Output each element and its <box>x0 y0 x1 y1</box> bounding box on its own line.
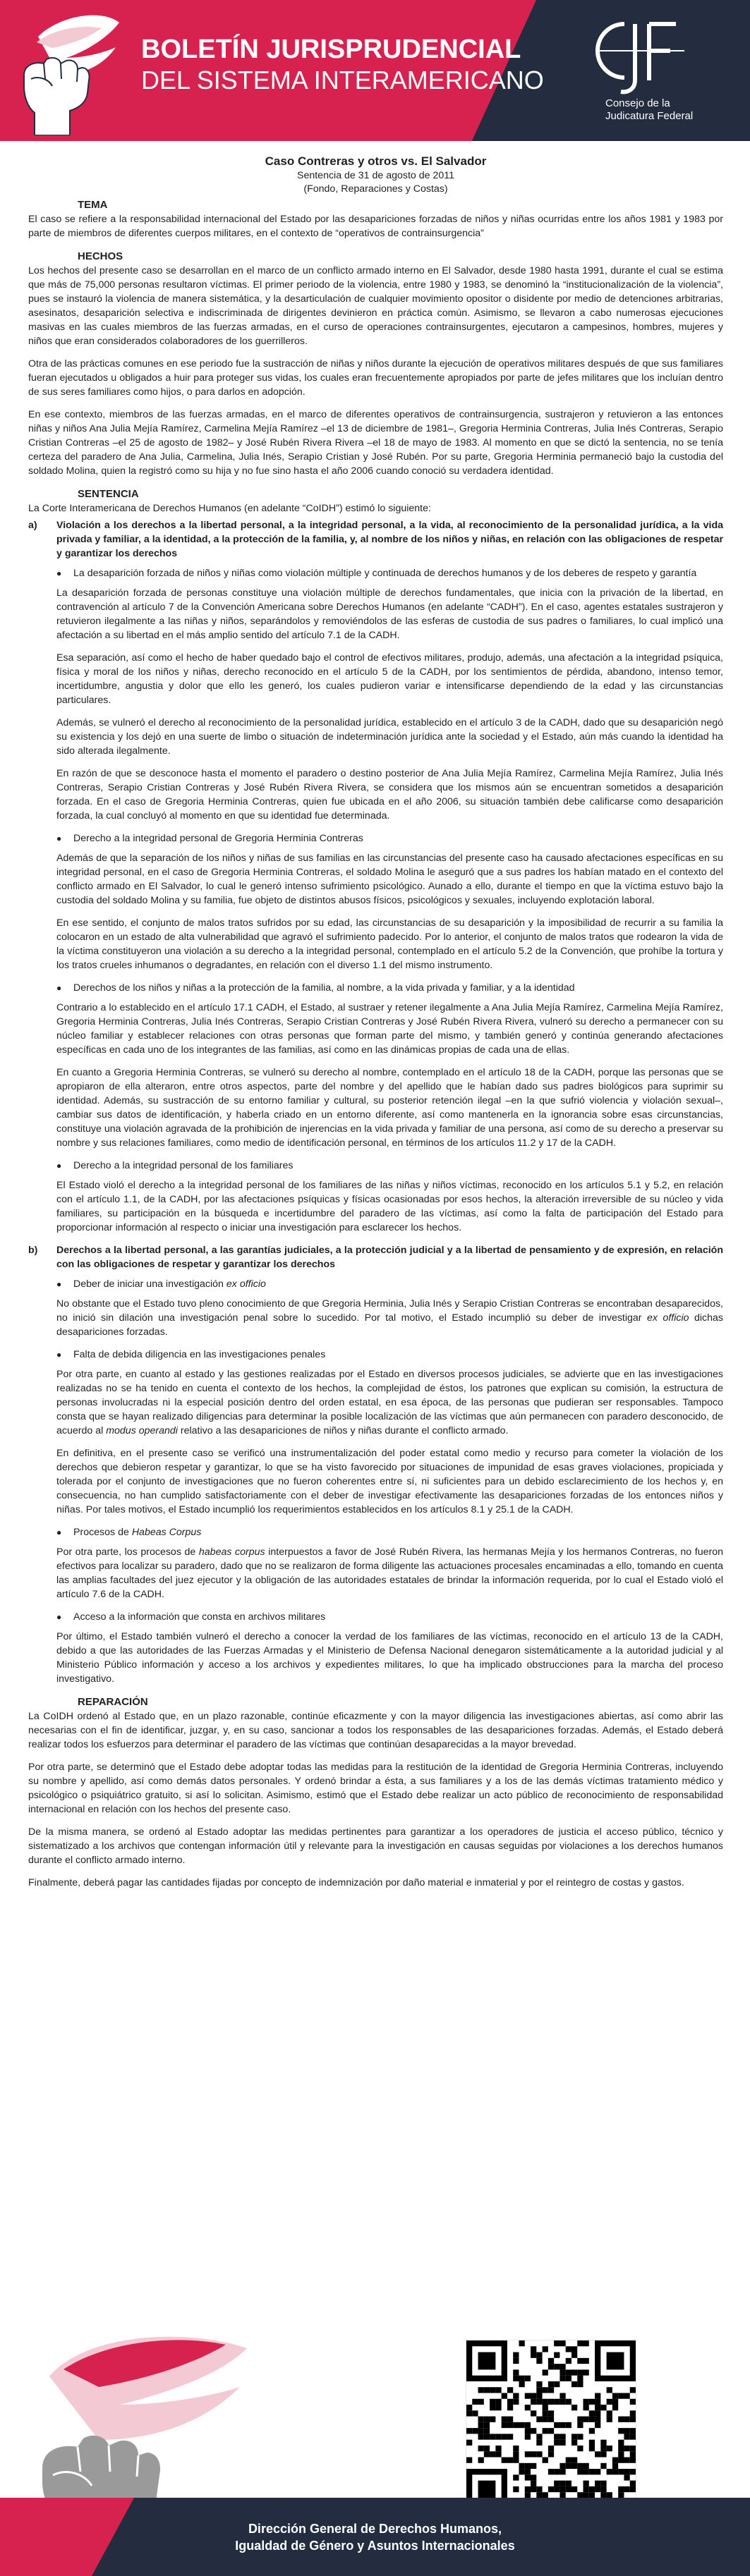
bullet-text: Derechos de los niños y niñas a la protección de la familia, al nombre, a la vida privada y familiar, y a la identidad <box>73 982 575 994</box>
bullet-icon: ● <box>56 1527 62 1537</box>
point-a-body <box>28 566 723 1235</box>
bullet-icon: ● <box>56 568 62 578</box>
paragraph-part: relativo a las desapariciones de niños y niñas durante el conflicto armado. <box>177 1425 509 1436</box>
point-a-paragraph: En razón de que se desconoce hasta el momento el paradero o destino posterior de Ana Julia Mejía Ramírez, Carmelina Mejía Ramírez, Julia Inés Contreras, Serapio Cristian Contreras y José Rubén Rivera Rivera, se considera que los mismos aún se encuentran sometidos a desaparición forzada. En el caso de Gregoria Herminia Contreras, quien fue ubicada en el año 2006, su situación también debe calificarse como desaparición forzada, la cual concluyó al momento en que su identidad fue determinada. <box>56 768 723 822</box>
case-date: Sentencia de 31 de agosto de 2011 <box>297 170 454 181</box>
point-b-paragraph <box>56 1545 723 1601</box>
point-a-heading <box>28 518 723 561</box>
case-title: Caso Contreras y otros vs. El Salvador <box>265 154 487 168</box>
point-b-body <box>28 1277 723 1686</box>
hechos-paragraph: En ese contexto, miembros de las fuerzas armadas, en el marco de diferentes operativos de contrainsurgencia, sustrajeron y retuvieron a las entonces niñas y niños Ana Julia Mejía Ramírez, Carmelina Mejía Ramírez –el 13 de diciembre de 1981–, Gregoria Herminia Contreras, Julia Inés Contreras, Serapio Cristian Contreras –el 25 de agosto de 1982– y José Rubén Rivera Rivera –el 18 de mayo de 1983. Al momento en que se dictó la sentencia, no se tenía certeza del paradero de Ana Julia, Carmelina, Julia Inés, Serapio Cristian y José Rubén. Por su parte, Gregoria Herminia permaneció bajo la custodia del soldado Molina, quien la registró como su hija y no fue sino hasta el año 2006 cuando conoció su verdadera identidad. <box>28 409 723 477</box>
bullet-icon: ● <box>56 1161 62 1171</box>
point-a-label: a) <box>28 520 37 531</box>
institution-caption-line1: Consejo de la <box>605 97 670 109</box>
section-heading-reparacion: REPARACIÓN <box>78 1696 148 1708</box>
list-item <box>56 1525 723 1539</box>
cjf-logo <box>586 10 691 94</box>
footer-line1: Dirección General de Derechos Humanos, <box>248 2522 502 2536</box>
case-type: (Fondo, Reparaciones y Costas) <box>303 183 448 195</box>
bullet-text-part: Procesos de <box>73 1527 132 1538</box>
bullet-text: Acceso a la información que consta en archivos militares <box>73 1611 326 1623</box>
paragraph-italic: habeas corpus <box>198 1546 265 1558</box>
point-b-heading <box>28 1243 723 1271</box>
bullet-icon: ● <box>56 1612 62 1622</box>
point-a-paragraph: Contrario a lo establecido en el artículo 17.1 CADH, el Estado, al sustraer y retener ilegalmente a Ana Julia Mejía Ramírez, Carmelina Mejía Ramírez, Gregoria Herminia Contreras, Julia Inés Contreras, Serapio Cristian Contreras y José Rubén Rivera Rivera, vulneró su derecho a permanecer con su núcleo familiar y establecer relaciones con otras personas que forman parte del mismo, y también generó y continúa generando afectaciones específicas en cada uno de los integrantes de las familias, así como en las dinámicas propias de cada una de ellas. <box>56 1002 723 1056</box>
bullet-text <box>73 1277 266 1291</box>
paragraph-part: Por otra parte, en cuanto al estado y las gestiones realizadas por el Estado en diversos procesos judiciales, se advierte que en las investigaciones realizadas no se ha tenido en cuenta el contexto de los hechos, la complejidad de éstos, los patrones que explican su comisión, la estructura de personas involucradas ni la especial posición dentro del orden estatal, en esa época, de las personas que pudieran ser responsables. Tampoco consta que se hayan realizado diligencias para determinar la posible localización de las víctimas que aún permanecen con paradero desconocido, de acuerdo al <box>56 1369 723 1436</box>
bullet-text: Falta de debida diligencia en las investigaciones penales <box>73 1349 326 1360</box>
bullet-icon: ● <box>56 983 62 993</box>
bullet-text-part: Deber de iniciar una investigación <box>73 1278 226 1290</box>
point-a-paragraph: La desaparición forzada de personas constituye una violación múltiple de derechos fundamentales, que inicia con la privación de la libertad, en contravención al artículo 7 de la Convención Americana sobre Derechos Humanos (en adelante “CADH”). En el caso, agentes estatales sustrajeron y retuvieron ilegalmente a las niñas y niños, separándolos y removiéndolos de las esferas de custodia de sus padres o familiares, lo cual implicó una afectación a su libertad en el más amplio sentido del artículo 7.1 de la CADH. <box>56 587 723 641</box>
hechos-paragraph: Los hechos del presente caso se desarrollan en el marco de un conflicto armado interno en El Salvador, desde 1980 hasta 1991, durante el cual se estima que más de 75,000 personas resultaron víctimas. El primer periodo de la violencia, entre 1980 y 1983, se denominó la “institucionalización de la violencia”, pues se instauró la violencia de manera sistemática, y la desarticulación de cualquier movimiento opositor o disidente por medio de detenciones arbitrarias, asesinatos, desaparición selectiva e indiscriminada de dirigentes devinieron en práctica común. Asimismo, se llevaron a cabo numerosas ejecuciones masivas en las cuales miembros de las fuerzas armadas, en el curso de operaciones contrainsurgentes, ejecutaron a campesinos, hombres, mujeres y niños que eran considerados colaboradores de los guerrilleros. <box>28 265 723 347</box>
list-item <box>56 1348 723 1362</box>
bullet-text-italic: Habeas Corpus <box>131 1527 202 1538</box>
hechos-paragraph: Otra de las prácticas comunes en ese periodo fue la sustracción de niñas y niños durante la ejecución de operativos militares después de que sus familiares fueran ejecutados u obligados a huir para proteger sus vidas, los cuales eran frecuentemente apropiados por parte de jefes militares que los incluían dentro de sus seres familiares como hijos, o para darlos en adopción. <box>28 358 723 398</box>
reparation-paragraph: Finalmente, deberá pagar las cantidades fijadas por concepto de indemnización por daño material e inmaterial y por el reintegro de costas y gastos. <box>28 1877 684 1888</box>
point-b-paragraph: En definitiva, en el presente caso se verificó una instrumentalización del poder estatal como medio y recurso para cometer la violación de los derechos que debieron respetar y garantizar, lo que se ha visto favorecido por situaciones de impunidad de esas graves violaciones, propiciada y tolerada por el conjunto de investigaciones que no fueron coherentes entre sí, ni suficientes para un debido esclarecimiento de los hechos y, en consecuencia, no han cumplido satisfactoriamente con el deber de investigar efectivamente las desapariciones forzadas de los entonces niños y niñas. Por tales motivos, el Estado incumplió los requerimientos establecidos en los artículos 8.1 y 25.1 de la CADH. <box>56 1448 723 1515</box>
paragraph-part: interpuestos a favor de José Rubén Rivera, las hermanas Mejía y los hermanos Contreras, no fueron efectivos para localizar su paradero, dado que no se realizaron de forma diligente las actuaciones procesales encaminadas a ello, tomando en cuenta las amplias facultades del juez ejecutor y la obligación de las autoridades estatales de brindar la información requerida, por lo cual el Estado violó el artículo 7.6 de la CADH. <box>56 1546 723 1600</box>
point-b-paragraph <box>56 1297 723 1339</box>
institution-caption <box>605 97 693 123</box>
sentencia-intro: La Corte Interamericana de Derechos Humanos (en adelante “CoIDH”) estimó lo siguiente: <box>28 503 431 514</box>
bulletin-title-line2: DEL SISTEMA INTERAMERICANO <box>141 66 544 94</box>
bulletin-title-line1: BOLETÍN JURISPRUDENCIAL <box>141 35 521 64</box>
reparation-paragraph: Por otra parte, se determinó que el Estado debe adoptar todas las medidas para la restitución de la identidad de Gregoria Herminia Contreras, incluyendo su nombre y apellido, así como demás datos personales. Y ordenó brindar a ésta, a sus familiares y a los de las demás víctimas tratamiento médico y psicológico o psiquiátrico gratuito, si así lo solicitan. Asimismo, estimó que el Estado debe realizar un acto público de reconocimiento de responsabilidad internacional en relación con los hechos del presente caso. <box>28 1762 723 1815</box>
bullet-icon: ● <box>56 1279 62 1289</box>
point-b-label: b) <box>28 1245 38 1256</box>
list-item <box>56 1610 723 1624</box>
section-heading-hechos: HECHOS <box>78 250 123 262</box>
point-b-paragraph: Por último, el Estado también vulneró el derecho a conocer la verdad de los familiares de las víctimas, reconocido en el artículo 13 de la CADH, debido a que las autoridades de las Fuerzas Armadas y el Ministerio de Defensa Nacional denegaron sistemáticamente a la autoridad judicial y al Ministerio Público información y acceso a los archivos y expedientes militares, lo que ha implicado obstrucciones para la marcha del proceso investigativo. <box>56 1631 723 1685</box>
point-a-paragraph: En cuanto a Gregoria Herminia Contreras, se vulneró su derecho al nombre, contemplado en el artículo 18 de la CADH, porque las personas que se apropiaron de ella alteraron, entre otros aspectos, parte del nombre y del apellido que le habían dado sus padres biológicos para suprimir su identidad. Además, su sustracción de su entorno familiar y cultural, su posterior retención ilegal –en la que sufrió violencia y violación sexual–, cambiar sus datos de identificación, y haberla criado en un entorno diferente, así como mantenerla en la ignorancia sobre esas circunstancias, constituye una violación agravada de la prohibición de injerencias en la vida privada y familiar de una persona, así como de su derecho a preservar su nombre y sus relaciones familiares, como medio de identificación personal, en términos de los artículos 11.2 y 17 de la CADH. <box>56 1067 723 1149</box>
point-a-paragraph: Además de que la separación de los niños y niñas de sus familias en las circunstancias del presente caso ha causado afectaciones específicas en su integridad personal, en el caso de Gregoria Herminia Contreras, el soldado Molina le aseguró que a sus padres los habían matado en el contexto del conflicto armado en El Salvador, lo cual le generó intenso sufrimiento psicológico. Aunado a ello, durante el tiempo en que la víctima estuvo bajo la custodia del soldado Molina y su familia, fue objeto de distintos abusos físicos, psicológicos y sexuales, incluyendo explotación laboral. <box>56 853 723 906</box>
list-item <box>56 566 723 580</box>
footer-bar <box>0 2498 750 2576</box>
paragraph-italic: ex officio <box>647 1312 689 1324</box>
bullet-icon: ● <box>56 834 62 843</box>
bullet-text-italic: ex officio <box>226 1278 266 1290</box>
case-title-block <box>28 154 723 196</box>
bullet-text: Derecho a la integridad personal de los familiares <box>73 1160 294 1171</box>
point-b-heading-text: Derechos a la libertad personal, a las garantías judiciales, a la protección judicial y a la libertad de pensamiento y de expresión, en relación con las obligaciones de respetar y garantizar los derechos <box>56 1245 723 1270</box>
header-banner <box>0 0 750 141</box>
raised-fist-wing-icon <box>10 8 123 135</box>
list-item <box>56 1159 723 1173</box>
paragraph-part: Por otra parte, los procesos de <box>56 1546 199 1558</box>
paragraph-italic: modus operandi <box>106 1425 178 1436</box>
paragraph-part: No obstante que el Estado tuvo pleno conocimiento de que Gregoria Herminia, Julia Inés y Serapio Cristian Contreras se encontraban desaparecidos, no inició sin dilación una investigación penal sobre lo sucedido. Por tal motivo, el Estado incumplió su deber de investigar <box>56 1298 723 1324</box>
bulletin-title <box>141 34 544 96</box>
list-item <box>56 831 723 846</box>
footer-line2: Igualdad de Género y Asuntos Internacionales <box>235 2539 515 2553</box>
reparation-paragraph: La CoIDH ordenó al Estado que, en un plazo razonable, continúe eficazmente y con la mayor diligencia las investigaciones abiertas, así como abrir las necesarias con el fin de identificar, juzgar, y, en su caso, sancionar a todos los responsables de las desapariciones forzadas. Además, el Estado deberá realizar todos los esfuerzos para determinar el paradero de las víctimas que continúan desaparecidas a la mayor brevedad. <box>28 1711 723 1750</box>
list-item <box>56 981 723 995</box>
point-b-paragraph <box>56 1367 723 1438</box>
reparation-paragraph: De la misma manera, se ordenó al Estado adoptar las medidas pertinentes para garantizar a los operadores de justicia el acceso público, técnico y sistematizado a los archivos que contengan información útil y relevante para la investigación en causas seguidas por violaciones a los derechos humanos durante el conflicto armado interno. <box>28 1826 723 1866</box>
paragraph-part: dichas desapariciones forzadas. <box>56 1312 723 1338</box>
tema-text: El caso se refiere a la responsabilidad internacional del Estado por las desapariciones forzadas de niños y niñas ocurridas entre los años 1981 y 1983 por parte de miembros de diferentes cuerpos militares, en el contexto de “operativos de contrainsurgencia” <box>28 214 723 239</box>
bullet-text: Derecho a la integridad personal de Gregoria Herminia Contreras <box>73 833 363 844</box>
section-heading-sentencia: SENTENCIA <box>78 488 139 500</box>
bullet-text: La desaparición forzada de niños y niñas como violación múltiple y continuada de derechos humanos y de los deberes de respeto y garantía <box>73 568 697 579</box>
bullet-icon: ● <box>56 1350 62 1360</box>
qr-code[interactable] <box>466 2340 636 2510</box>
footer-text <box>0 2520 750 2554</box>
point-a-heading-text: Violación a los derechos a la libertad personal, a la integridad personal, a la vida, al reconocimiento de la personalidad jurídica, a la vida privada y familiar, a la identidad, a la protección de la familia, y, al nombre de los niños y niñas, en relación con las obligaciones de respetar y garantizar los derechos <box>56 520 723 559</box>
list-item <box>56 1277 723 1291</box>
institution-caption-line2: Judicatura Federal <box>605 110 694 122</box>
point-a-paragraph: Esa separación, así como el hecho de haber quedado bajo el control de efectivos militares, produjo, además, una afectación a la integridad psíquica, física y moral de los niños y niñas, derecho reconocido en el artículo 5 de la CADH, por los sentimientos de pérdida, abandono, intenso temor, incertidumbre, angustia y dolor que ello les generó, los cuales pudieron variar e intensificarse dependiendo de la edad y las circunstancias particulares. <box>56 652 723 706</box>
section-heading-tema: TEMA <box>78 199 108 211</box>
point-a-paragraph: En ese sentido, el conjunto de malos tratos sufridos por su edad, las circunstancias de su desaparición y la imposibilidad de recurrir a su familia la colocaron en un estado de alta vulnerabilidad que agravó el sufrimiento padecido. Por lo anterior, el conjunto de malos tratos que rodearon la vida de la víctima constituyeron una violación a su derecho a la integridad personal, contemplado en el artículo 5.2 de la Convención, que prohíbe la tortura y los tratos crueles inhumanos o degradantes, en relación con el diverso 1.1 del mismo instrumento. <box>56 917 723 971</box>
point-a-paragraph: El Estado violó el derecho a la integridad personal de los familiares de las niñas y niños víctimas, reconocido en los artículos 5.1 y 5.2, en relación con el artículo 1.1, de la CADH, por las afectaciones psíquicas y físicas ocasionadas por esos hechos, la alteración irreversible de su núcleo y vida familiares, su participación en la búsqueda e incertidumbre del paradero de las víctimas, así como la falta de participación del Estado para proporcionar información al respecto o iniciar una investigación para esclarecer los hechos. <box>56 1180 723 1233</box>
bullet-text <box>73 1525 201 1539</box>
point-a-paragraph: Además, se vulneró el derecho al reconocimiento de la personalidad jurídica, establecido en el artículo 3 de la CADH, dado que su desaparición negó su existencia y los dejó en una suerte de limbo o situación de indeterminación jurídica ante la sociedad y el Estado, aún más cuando la identidad ha sido alterada ilegalmente. <box>56 717 723 757</box>
bulletin-content <box>28 154 723 1898</box>
